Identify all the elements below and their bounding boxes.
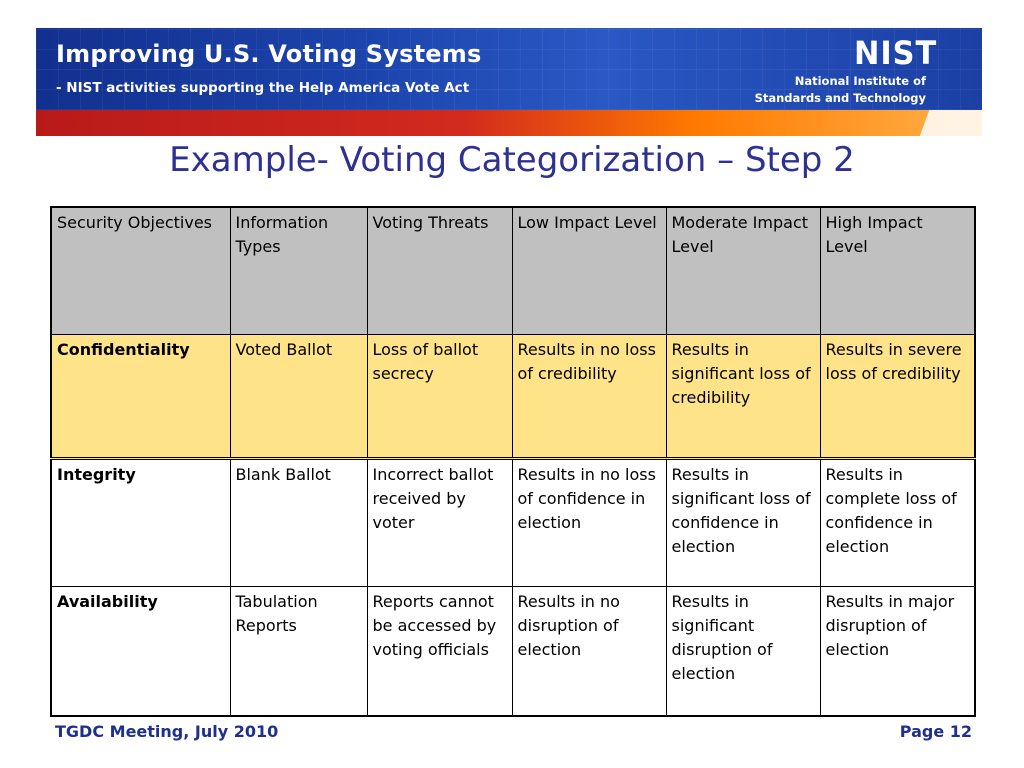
cell-objective: Availability [51,587,230,717]
org-name-line2: Standards and Technology [754,91,926,105]
cell-high-impact: Results in major disruption of election [820,587,975,717]
table-row-confidentiality [51,335,975,459]
slide-title: Example- Voting Categorization – Step 2 [169,140,855,180]
cell-moderate-impact: Results in significant loss of confidence in election [666,459,820,587]
cell-low-impact: Results in no loss of credibility [512,335,666,459]
cell-threat: Reports cannot be accessed by voting officials [367,587,512,717]
cell-objective: Confidentiality [51,335,230,459]
table-row-integrity [51,459,975,587]
header-information-types: Information Types [230,207,367,335]
org-name-line1: National Institute of [794,74,926,88]
header-high-impact: High Impact Level [820,207,975,335]
cell-low-impact: Results in no disruption of election [512,587,666,717]
cell-low-impact: Results in no loss of confidence in election [512,459,666,587]
cell-threat: Incorrect ballot received by voter [367,459,512,587]
header-low-impact: Low Impact Level [512,207,666,335]
footer-meeting-label: TGDC Meeting, July 2010 [55,722,279,741]
header-voting-threats: Voting Threats [367,207,512,335]
table-header-row [51,207,975,335]
cell-info-type: Tabulation Reports [230,587,367,717]
header-security-objectives: Security Objectives [51,207,230,335]
banner-accent-bar [36,110,982,136]
cell-moderate-impact: Results in significant loss of credibility [666,335,820,459]
cell-moderate-impact: Results in significant disruption of election [666,587,820,717]
nist-logo: NIST [854,34,938,72]
banner-title: Improving U.S. Voting Systems [56,40,482,68]
categorization-table-wrapper [50,206,974,717]
cell-info-type: Voted Ballot [230,335,367,459]
table-row-availability [51,587,975,717]
cell-info-type: Blank Ballot [230,459,367,587]
categorization-table [50,206,976,717]
cell-objective: Integrity [51,459,230,587]
header-banner [36,28,982,110]
banner-subtitle: - NIST activities supporting the Help America Vote Act [56,80,470,96]
footer-page-number: Page 12 [899,722,972,741]
header-moderate-impact: Moderate Impact Level [666,207,820,335]
cell-high-impact: Results in complete loss of confidence in election [820,459,975,587]
cell-high-impact: Results in severe loss of credibility [820,335,975,459]
banner-accent-wedge [911,110,982,136]
cell-threat: Loss of ballot secrecy [367,335,512,459]
